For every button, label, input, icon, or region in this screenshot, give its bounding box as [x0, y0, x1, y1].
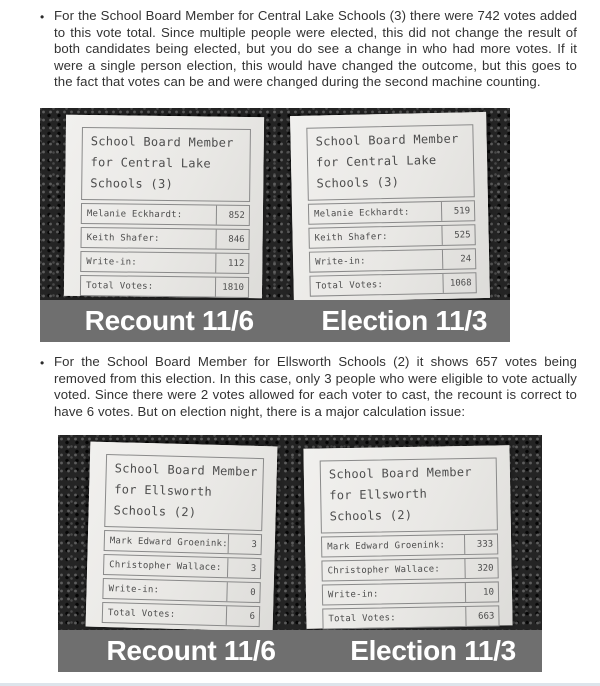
vote-count: 852 — [216, 206, 249, 225]
receipt-title: School Board Member for Central Lake Schools (3) — [306, 124, 474, 200]
bullet-item-central-lake — [40, 8, 577, 91]
candidate-name: Christopher Wallace: — [109, 559, 222, 573]
receipt-row — [322, 581, 499, 605]
caption-band — [40, 300, 510, 342]
vote-count: 525 — [441, 225, 474, 245]
candidate-name: Write-in: — [315, 256, 366, 268]
receipt-row — [80, 227, 249, 250]
vote-count: 519 — [441, 201, 474, 221]
candidate-name: Melanie Eckhardt: — [314, 207, 410, 220]
receipt-row — [102, 578, 260, 603]
receipt-row — [322, 605, 499, 629]
receipt-row — [308, 200, 475, 224]
recount-caption: Recount 11/6 — [84, 305, 254, 336]
recount-caption: Recount 11/6 — [106, 635, 276, 666]
vote-count: 3 — [228, 534, 261, 554]
total-votes-count: 663 — [465, 606, 498, 626]
receipt-election-central-lake — [306, 124, 477, 296]
candidate-name: Christopher Wallace: — [327, 563, 441, 576]
receipt-row — [309, 248, 476, 272]
paragraph-central-lake: For the School Board Member for Central Lake Schools (3) there were 742 votes added to this vote total. Since multiple people were elected, this did not change the result of both candidates being elected, but you do see a change in who had more votes. If it were a single person election, this would have changed the outcome, but this goes to the fact that votes can be and were changed during the second machine counting. — [54, 8, 577, 89]
receipt-photo-recount-central-lake — [64, 115, 264, 298]
caption-band — [58, 630, 542, 672]
receipt-row — [321, 533, 498, 557]
receipt-photo-recount-ellsworth — [86, 442, 278, 632]
vote-count: 320 — [464, 558, 497, 578]
candidate-name: Mark Edward Groenink: — [327, 539, 446, 552]
election-caption: Election 11/3 — [321, 305, 488, 336]
total-votes-label: Total Votes: — [315, 279, 384, 292]
receipt-row — [80, 275, 249, 298]
photo-pair-ellsworth — [58, 435, 542, 672]
candidate-name: Keith Shafer: — [86, 232, 160, 244]
vote-count: 10 — [465, 582, 498, 602]
receipt-row — [308, 224, 475, 248]
candidate-name: Write-in: — [327, 589, 379, 600]
photo-pair-central-lake — [40, 108, 510, 342]
receipt-title: School Board Member for Central Lake Schools (3) — [81, 127, 251, 202]
total-votes-label: Total Votes: — [85, 280, 154, 292]
receipt-recount-central-lake — [80, 127, 251, 298]
total-votes-count: 1810 — [215, 278, 248, 297]
candidate-name: Mark Edward Groenink: — [109, 535, 228, 549]
receipt-election-ellsworth — [320, 457, 500, 629]
receipt-row — [103, 554, 261, 579]
candidate-name: Melanie Eckhardt: — [86, 208, 183, 220]
total-votes-count: 6 — [226, 606, 259, 626]
vote-count: 112 — [215, 254, 248, 273]
receipt-title: School Board Member for Ellsworth Schools (2) — [320, 457, 498, 533]
receipt-title: School Board Member for Ellsworth Schools (2) — [104, 454, 264, 531]
receipt-row — [321, 557, 498, 581]
bullet-item-ellsworth — [40, 354, 577, 420]
election-caption: Election 11/3 — [350, 635, 516, 666]
vote-count: 0 — [226, 582, 259, 602]
vote-count: 24 — [442, 249, 475, 269]
candidate-name: Write-in: — [108, 583, 160, 595]
total-votes-count: 1068 — [442, 273, 475, 293]
bullet-marker: • — [40, 10, 45, 24]
vote-count: 846 — [215, 230, 248, 249]
receipt-row — [81, 203, 250, 226]
receipt-photo-election-central-lake — [290, 112, 490, 302]
receipt-row — [102, 602, 260, 627]
receipt-row — [309, 272, 476, 296]
bullet-marker: • — [40, 356, 45, 370]
candidate-name: Write-in: — [86, 256, 137, 268]
receipt-photo-election-ellsworth — [303, 445, 512, 629]
receipt-row — [80, 251, 249, 274]
paragraph-ellsworth: For the School Board Member for Ellsworth Schools (2) it shows 657 votes being removed from this election. In this case, only 3 people who were eligible to vote actually voted. Since there were 2 votes allowed for each voter to cast, the recount is correct to have 6 votes. But on election night, there is a major calculation issue: — [54, 354, 577, 419]
candidate-name: Keith Shafer: — [314, 231, 388, 244]
total-votes-label: Total Votes: — [107, 607, 176, 620]
vote-count: 333 — [464, 534, 497, 554]
receipt-recount-ellsworth — [102, 454, 264, 627]
vote-count: 3 — [227, 558, 260, 578]
receipt-row — [104, 530, 262, 555]
total-votes-label: Total Votes: — [328, 612, 396, 624]
